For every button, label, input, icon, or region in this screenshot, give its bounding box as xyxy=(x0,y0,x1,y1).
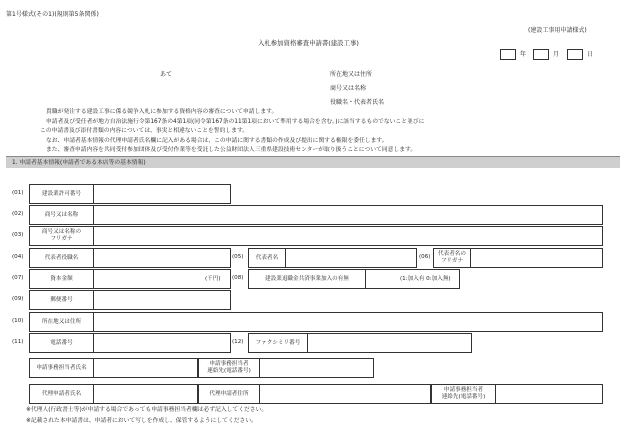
date-day-label: 日 xyxy=(587,51,594,58)
date-month-field[interactable] xyxy=(533,49,549,60)
row-number: (08) xyxy=(232,275,244,281)
phone-field[interactable] xyxy=(93,333,231,353)
address-field[interactable] xyxy=(93,312,603,332)
applicant-name-label: 商号又は名称 xyxy=(330,85,367,92)
capital-unit: (千円) xyxy=(205,276,221,282)
note: ※記載された本申請書は、申請者において写しを作成し、保管するようにしてください。 xyxy=(26,418,257,424)
proxy-name-label: 代理申請者氏名 xyxy=(29,384,94,404)
company-kana-label: 商号又は名称の フリガナ xyxy=(29,226,94,246)
staff-name-label: 申請事務担当者氏名 xyxy=(29,358,94,378)
fax-field[interactable] xyxy=(307,333,472,353)
capital-label: 資本金額 xyxy=(29,269,94,289)
rep-name-label: 代表者名 xyxy=(248,248,286,268)
applicant-address-label: 所在地又は住所 xyxy=(330,71,373,78)
row-number: (04) xyxy=(12,254,24,260)
date-year-label: 年 xyxy=(520,51,527,58)
note: ※代理人(行政書士等)が申請する場合であっても申請事務担当者欄は必ず記入してください。 xyxy=(26,407,268,413)
proxy-staff-phone-label: 申請事務担当者 連絡先(電話番号) xyxy=(431,384,496,404)
rep-kana-field[interactable] xyxy=(470,248,603,268)
proxy-address-label: 代理申請者住所 xyxy=(198,384,260,404)
section-header: 1. 申請者基本情報(申請者である本店等の基本情報) xyxy=(6,156,620,168)
address-label: 所在地又は住所 xyxy=(29,312,94,332)
row-number: (11) xyxy=(12,339,24,345)
staff-name-field[interactable] xyxy=(93,358,198,378)
row-number: (02) xyxy=(12,211,24,217)
row-number: (07) xyxy=(12,275,24,281)
rep-title-field[interactable] xyxy=(93,248,231,268)
declaration-line: 申請者及び受任者が地方自治法施行令第167条の4第1項(同令第167条の11第1項において準用する場合を含む。)に該当するものでないこと並びに xyxy=(46,119,425,125)
postal-code-field[interactable] xyxy=(93,290,231,310)
date-year-field[interactable] xyxy=(500,49,516,60)
form-reference: 第1号様式(その1)(規則第5条関係) xyxy=(6,11,99,18)
declaration-line: また、審査申請内容を共同受付参加団体及び受付作業等を受託した公益財団法人三重県建設技術センターが取り扱うことについて同意します。 xyxy=(46,147,417,153)
mutual-aid-hint: (1:加入有 0:加入無) xyxy=(400,276,451,282)
mutual-aid-label: 建設業退職金共済事業加入の有無 xyxy=(248,269,366,289)
date-month-label: 月 xyxy=(553,51,560,58)
license-number-field[interactable] xyxy=(93,184,231,204)
proxy-address-field[interactable] xyxy=(259,384,431,404)
rep-name-field[interactable] xyxy=(285,248,417,268)
row-number: (12) xyxy=(232,339,244,345)
postal-code-label: 郵便番号 xyxy=(29,290,94,310)
company-name-field[interactable] xyxy=(93,205,603,225)
staff-phone-label: 申請事務担当者 連絡先(電話番号) xyxy=(198,358,260,378)
company-name-label: 商号又は名称 xyxy=(29,205,94,225)
rep-title-label: 代表者役職名 xyxy=(29,248,94,268)
page-title: 入札参加資格審査申請書(建設工事) xyxy=(258,39,359,47)
row-number: (05) xyxy=(232,254,244,260)
addressee: あて xyxy=(160,71,173,78)
form-type: (建設工事用申請様式) xyxy=(528,27,587,34)
staff-phone-field[interactable] xyxy=(259,358,374,378)
row-number: (06) xyxy=(419,254,431,260)
row-number: (09) xyxy=(12,296,24,302)
proxy-name-field[interactable] xyxy=(93,384,198,404)
row-number: (10) xyxy=(12,318,24,324)
declaration-line: なお、申請者基本情報の代理申請者氏名欄に記入がある場合は、この申請に関する書類の作成及び提出に関する権限を委任します。 xyxy=(46,138,388,144)
date-day-field[interactable] xyxy=(567,49,583,60)
phone-label: 電話番号 xyxy=(29,333,94,353)
fax-label: ファクシミリ番号 xyxy=(248,333,308,353)
declaration-line: この申請書及び添付書類の内容については、事実と相違ないことを誓約します。 xyxy=(40,128,249,134)
row-number: (03) xyxy=(12,232,24,238)
applicant-rep-label: 役職名・代表者氏名 xyxy=(330,99,385,106)
license-number-label: 建設業許可番号 xyxy=(29,184,94,204)
rep-kana-label: 代表者名の フリガナ xyxy=(433,248,471,268)
declaration-line: 貴職が発注する建設工事に係る競争入札に参加する資格内容の審査について申請します。 xyxy=(46,109,278,115)
company-kana-field[interactable] xyxy=(93,226,603,246)
proxy-staff-phone-field[interactable] xyxy=(495,384,603,404)
row-number: (01) xyxy=(12,190,24,196)
